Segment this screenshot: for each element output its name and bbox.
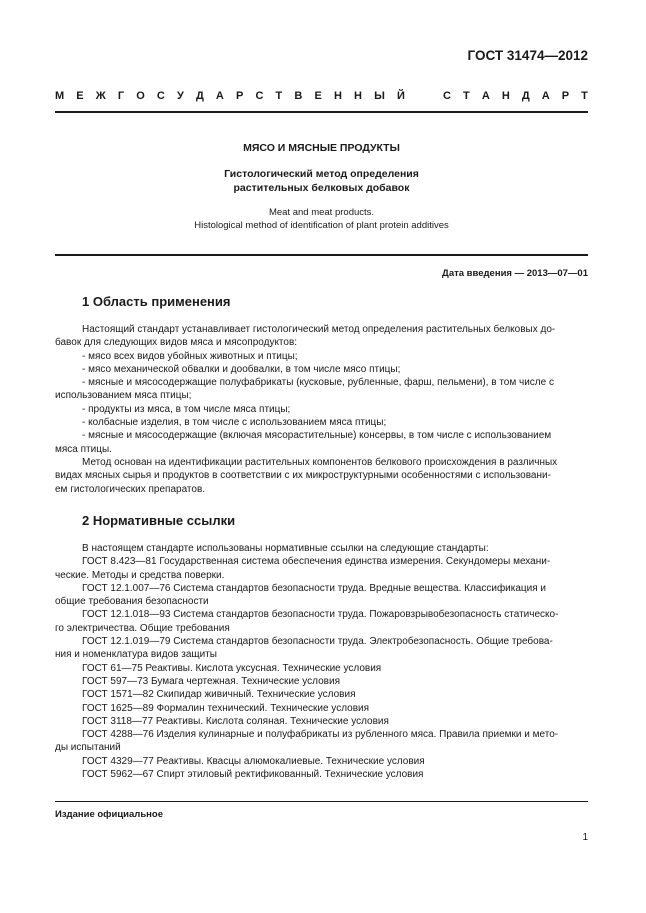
section2-line: ГОСТ 12.1.007—76 Система стандартов безопасности труда. Вредные вещества. Классификация и [82,582,547,594]
section2-line: В настоящем стандарте использованы нормативные ссылки на следующие стандарты: [82,543,489,554]
banner-left-letter: Ы [374,90,385,102]
section2-line: ческие. Методы и средства поверки. [55,569,225,581]
doc-number: ГОСТ 31474—2012 [467,48,588,63]
section2-line: ГОСТ 1571—82 Скипидар живичный. Технические условия [82,689,356,701]
banner-right-letter: Д [521,90,530,102]
section2-line: ды испытаний [55,742,121,754]
section2-line: ГОСТ 3118—77 Реактивы. Кислота соляная. Технические условия [82,715,389,727]
section2-line: ГОСТ 4329—77 Реактивы. Квасцы алюмокалиевые. Технические условия [82,755,425,767]
subtitle-line-1: Гистологический метод определения [224,168,419,180]
section2-line: ГОСТ 4288—76 Изделия кулинарные и полуфабрикаты из рубленного мяса. Правила приемки и мето- [82,729,559,741]
section2-line: общие требования безопасности [55,596,209,608]
section1-line: Метод основан на идентификации растительных компонентов белкового происхождения в различных [82,456,558,468]
section1-line: мяса птицы. [55,443,112,455]
section2-line: ГОСТ 5962—67 Спирт этиловый ректификованный. Технические условия [82,769,424,781]
section1-line: бавок для следующих видов мяса и мясопродуктов: [55,337,298,349]
banner-left-letter: Е [314,90,322,102]
banner-right-letter: Т [581,90,588,102]
banner-left-letter: С [255,90,264,102]
banner-left-letter: О [136,90,145,102]
banner-left-letter: Е [76,90,84,102]
section1-line: - колбасные изделия, в том числе с использованием мяса птицы; [82,417,387,429]
banner-left-letter: Д [195,90,204,102]
section1-line: - мясо всех видов убойных животных и птицы; [82,350,298,362]
section2-line: ГОСТ 8.423—81 Государственная система обеспечения единства измерения. Секундомеры механи- [82,556,551,568]
english-title [55,207,588,232]
banner-left-letter: Ж [95,90,106,102]
section1-line: ем гистологических препаратов. [55,483,206,495]
banner-right [443,90,588,102]
banner-right-letter: Н [501,90,510,102]
banner-right-letter: Т [463,90,470,102]
section2-line: го электричества. Общие требования [55,622,230,634]
section1-line: Настоящий стандарт устанавливает гистологический метод определения растительных белковых до- [82,324,556,335]
subtitle-line-2: растительных белковых добавок [233,182,410,194]
banner-left-letter: Н [333,90,342,102]
section1-line: использованием мяса птицы; [55,390,192,402]
intro-date: Дата введения — 2013—07—01 [442,268,588,279]
banner-left-letter: Р [236,90,244,102]
official-edition-note: Издание официальное [55,809,163,820]
banner-left-letter: Н [354,90,362,102]
banner-left-letter: В [294,90,303,102]
banner-left-letter: Й [397,90,405,102]
english-title-line-1: Meat and meat products. [268,207,375,218]
banner-right-letter: А [481,90,490,102]
section2-line: ния и номенклатура видов защиты [55,649,217,661]
section2-line: ГОСТ 1625—89 Формалин технический. Технические условия [82,702,370,714]
section2-line: ГОСТ 597—73 Бумага чертежная. Технические условия [82,675,340,687]
banner-left [55,90,405,102]
standard-banner [55,90,588,102]
section-1-heading: 1 Область применения [82,294,231,309]
banner-left-letter: М [55,90,65,102]
section2-line: ГОСТ 61—75 Реактивы. Кислота уксусная. Технические условия [82,662,382,674]
banner-right-letter: Р [561,90,570,102]
section1-line: видах мясных сырья и продуктов в соответствии с их микроструктурными особенностями с использовани- [55,470,551,482]
document-title: МЯСО И МЯСНЫЕ ПРОДУКТЫ [243,142,400,154]
section2-line: ГОСТ 12.1.019—79 Система стандартов безопасности труда. Электробезопасность. Общие требова- [82,636,553,648]
section-2-heading: 2 Нормативные ссылки [82,513,236,528]
banner-left-letter: А [215,90,224,102]
section2-line: ГОСТ 12.1.018—93 Система стандартов безопасности труда. Пожаровзрывобезопасность статическо- [82,609,559,621]
banner-left-letter: Г [117,90,125,102]
section1-line: - продукты из мяса, в том числе мяса птицы; [82,403,291,415]
banner-right-letter: С [443,90,451,102]
title-rule [55,254,588,256]
section1-line: - мясо механической обвалки и дообвалки, в том числе мясо птицы; [82,363,401,375]
section-2-body [55,542,588,781]
header-rule [55,111,588,113]
footer-rule [55,801,588,802]
banner-left-letter: Т [275,90,283,102]
banner-right-letter: А [541,90,550,102]
banner-left-letter: У [176,90,184,102]
section-1-body [55,323,588,496]
english-title-line-2: Histological method of identification of plant protein additives [194,219,449,231]
section1-line: - мясные и мясосодержащие полуфабрикаты (кусковые, рубленные, фарш, пельмени), в том числе с [82,377,554,389]
document-subtitle [55,167,588,195]
page-number: 1 [582,832,588,843]
banner-left-letter: С [156,90,165,102]
section1-line: - мясные и мясосодержащие (включая мясорастительные) консервы, в том числе с использованием [82,430,552,442]
